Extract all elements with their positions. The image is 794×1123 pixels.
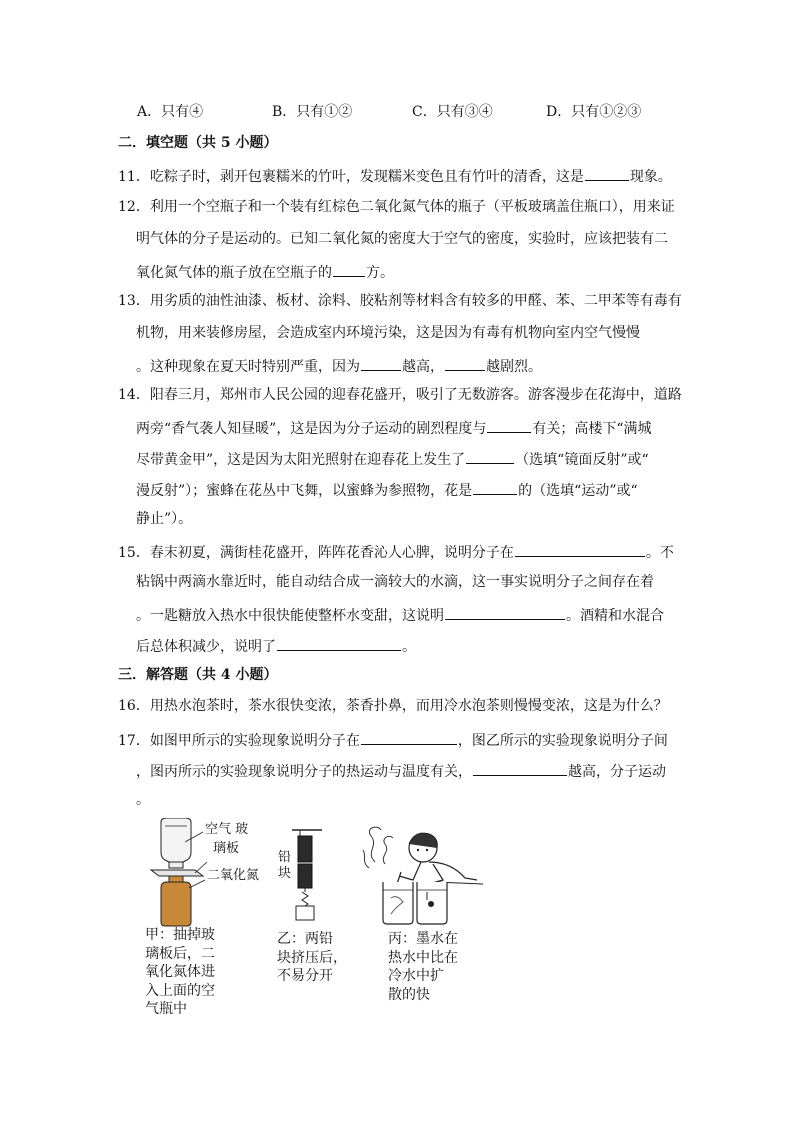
q17-line-2 <box>136 760 666 781</box>
q14-text-a: 两旁“香气袭人知昼暖”，这是因为分子运动的剧烈程度与 <box>136 421 487 437</box>
q15-line-4 <box>136 635 416 656</box>
section-2-title: 二．填空题（共 5 小题） <box>118 135 278 151</box>
q13-text-end: 越剧烈。 <box>486 359 542 375</box>
q17-line-3: 。 <box>136 792 150 808</box>
q14-blank-3[interactable] <box>473 479 517 495</box>
q14-line-1: 14．阳春三月，郑州市人民公园的迎春花盛开，吸引了无数游客。游客漫步在花海中，道路 <box>118 387 682 403</box>
q11-text: 11．吃粽子时，剥开包裹糯米的竹叶，发现糯米变色且有竹叶的清香，这是 <box>118 169 584 185</box>
q17-text-d: 越高，分子运动 <box>568 764 666 780</box>
q11-text-end: 现象。 <box>629 169 672 185</box>
q17-line-1 <box>118 729 668 750</box>
q15-blank-3[interactable] <box>277 635 401 651</box>
q14-text-f: 的（选填“运动”或“ <box>518 483 638 499</box>
q15-blank-2[interactable] <box>445 604 565 620</box>
yi-label-block: 块 <box>278 866 292 881</box>
q17-text-c: ，图丙所示的实验现象说明分子的热运动与温度有关， <box>136 764 472 780</box>
jia-label-air: 空气 玻 <box>205 822 249 837</box>
q15-line-1 <box>118 541 674 562</box>
yi-label-lead: 铅 <box>278 850 292 865</box>
q15-text-d: 。酒精和水混合 <box>566 608 664 624</box>
option-d: D．只有①②③ <box>546 104 642 120</box>
q15-text-a: 15．春末初夏，满街桂花盛开，阵阵花香沁人心脾，说明分子在 <box>118 545 514 561</box>
option-a: A．只有④ <box>137 104 204 120</box>
q13-text-mid: 越高， <box>402 359 444 375</box>
option-b: B．只有①② <box>272 104 353 120</box>
q12-line-2: 明气体的分子是运动的。已知二氧化氮的密度大于空气的密度，实验时，应该把装有二 <box>136 231 668 247</box>
q15-text-c: 。一匙糖放入热水中很快能使整杯水变甜，这说明 <box>136 608 444 624</box>
q17-text-b: ，图乙所示的实验现象说明分子间 <box>457 733 668 749</box>
q14-line-2 <box>136 417 652 438</box>
q15-text-f: 。 <box>402 639 416 655</box>
q15-line-2: 粘锅中两滴水靠近时，能自动结合成一滴较大的水滴，这一事实说明分子之间存在着 <box>136 574 654 590</box>
q15-text-b: 。不 <box>645 545 674 561</box>
q12-text: 氧化氮气体的瓶子放在空瓶子的 <box>136 265 332 281</box>
q14-text-d: （选填“镜面反射”或“ <box>515 452 649 468</box>
q15-blank-1[interactable] <box>515 541 645 557</box>
q13-text: 。这种现象在夏天时特别严重，因为 <box>136 359 360 375</box>
q12-blank[interactable] <box>333 261 365 277</box>
q14-text-c: 尽带黄金甲”，这是因为太阳光照射在迎春花上发生了 <box>136 452 466 468</box>
q14-blank-2[interactable] <box>466 448 514 464</box>
q17-blank-1[interactable] <box>361 729 457 745</box>
q12-line-3 <box>136 261 394 282</box>
q17-blank-2[interactable] <box>473 760 567 776</box>
yi-caption: 乙：两铅 块挤压后， 不易分开 <box>277 931 347 984</box>
bing-ink-diffusion-illustration <box>355 822 485 928</box>
q12-text-end: 方。 <box>366 265 394 281</box>
q14-blank-1[interactable] <box>487 417 531 433</box>
jia-label-glass: 璃板 <box>213 841 240 856</box>
bing-caption: 丙：墨水在 热水中比在 冷水中扩 散的快 <box>388 931 458 1003</box>
q14-line-4 <box>136 479 638 500</box>
option-c: C．只有③④ <box>412 104 493 120</box>
q15-line-3 <box>136 604 664 625</box>
q11-blank[interactable] <box>585 165 629 181</box>
q13-blank-2[interactable] <box>445 355 485 371</box>
q13-line-1: 13．用劣质的油性油漆、板材、涂料、胶粘剂等材料含有较多的甲醛、苯、二甲苯等有毒有 <box>118 293 682 309</box>
q14-line-3 <box>136 448 649 469</box>
q17-text-a: 17．如图甲所示的实验现象说明分子在 <box>118 733 360 749</box>
q12-line-1: 12．利用一个空瓶子和一个装有红棕色二氧化氮气体的瓶子（平板玻璃盖住瓶口），用来证 <box>118 199 675 215</box>
question-11 <box>118 165 672 186</box>
section-3-title: 三．解答题（共 4 小题） <box>118 667 278 683</box>
yi-lead-blocks-illustration <box>290 826 330 922</box>
question-16: 16．用热水泡茶时，茶水很快变浓，茶香扑鼻，而用冷水泡茶则慢慢变浓，这是为什么？ <box>118 698 668 714</box>
q13-line-2: 机物，用来装修房屋，会造成室内环境污染，这是因为有毒有机物向室内空气慢慢 <box>136 325 640 341</box>
q13-blank-1[interactable] <box>361 355 401 371</box>
q14-text-b: 有关；高楼下“满城 <box>532 421 652 437</box>
q13-line-3 <box>136 355 542 376</box>
q15-text-e: 后总体积减少，说明了 <box>136 639 276 655</box>
jia-label-no2: 二氧化氮 <box>207 868 260 883</box>
q14-line-5: 静止”）。 <box>136 511 193 527</box>
jia-caption: 甲：抽掉玻 璃板后，二 氧化氮体进 入上面的空 气瓶中 <box>145 927 215 1017</box>
q14-text-e: 漫反射”）；蜜蜂在花丛中飞舞，以蜜蜂为参照物，花是 <box>136 483 473 499</box>
